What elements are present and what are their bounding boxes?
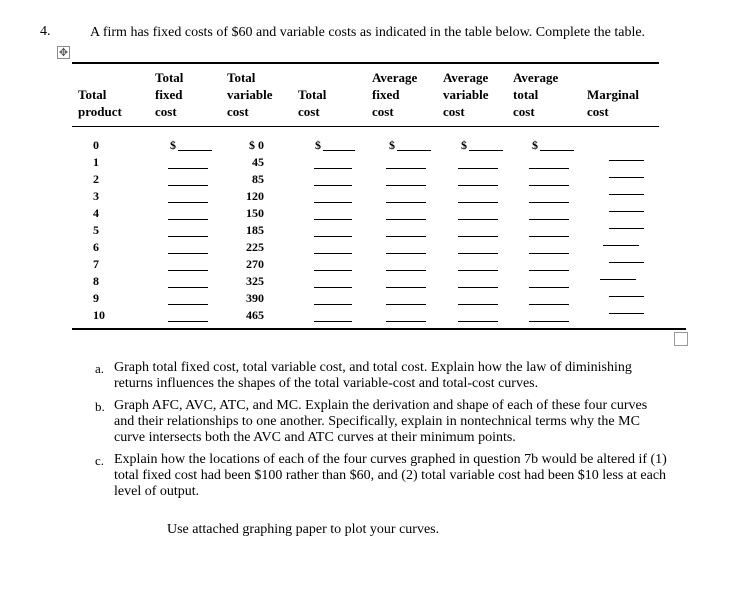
average-variable-cost-blank[interactable] [458,321,498,322]
total-cost-blank[interactable] [314,168,352,169]
total-variable-cost-cell: 225 [246,240,264,254]
header-col6-line0: Average [513,70,559,85]
average-fixed-cost-blank[interactable] [386,287,426,288]
total-fixed-cost-blank[interactable] [178,150,212,151]
average-variable-cost-dollar-sign: $ [461,138,467,152]
header-col6-line1: total [513,87,539,102]
marginal-cost-blank[interactable] [609,194,644,195]
question-a-text: Graph total fixed cost, total variable cost, and total cost. Explain how the law of diminishing returns influences the shapes of the total variable-cost and total-cost curves. [114,360,632,391]
average-variable-cost-blank[interactable] [458,185,498,186]
total-product-cell: 5 [93,223,99,237]
marginal-cost-blank[interactable] [609,313,644,314]
header-col5-line0: Average [443,70,489,85]
average-variable-cost-blank[interactable] [458,304,498,305]
average-fixed-cost-blank[interactable] [386,253,426,254]
question-c-letter: c. [95,453,105,468]
question-b-letter: b. [95,399,105,414]
total-product-cell: 6 [93,240,99,254]
average-fixed-cost-blank[interactable] [386,219,426,220]
total-product-cell: 1 [93,155,99,169]
total-fixed-cost-dollar-sign: $ [170,138,176,152]
header-col2-line2: cost [227,104,249,119]
total-cost-blank[interactable] [314,270,352,271]
average-variable-cost-blank[interactable] [458,253,498,254]
total-cost-dollar-sign: $ [315,138,321,152]
problem-number: 4. [40,24,51,39]
marginal-cost-blank[interactable] [609,160,644,161]
average-total-cost-blank[interactable] [529,185,569,186]
table-bottom-rule [72,328,686,330]
total-cost-blank[interactable] [314,202,352,203]
total-product-cell: 8 [93,274,99,288]
average-total-cost-dollar-sign: $ [532,138,538,152]
header-col6-line2: cost [513,104,535,119]
header-rule [72,126,659,127]
average-fixed-cost-blank[interactable] [386,304,426,305]
total-fixed-cost-blank[interactable] [168,321,208,322]
header-col5-line1: variable [443,87,489,102]
marginal-cost-blank[interactable] [609,262,644,263]
average-total-cost-blank[interactable] [529,168,569,169]
average-fixed-cost-blank[interactable] [397,150,431,151]
total-fixed-cost-blank[interactable] [168,202,208,203]
header-col4-line0: Average [372,70,418,85]
average-total-cost-blank[interactable] [529,287,569,288]
header-col2-line1: variable [227,87,273,102]
average-total-cost-blank[interactable] [529,270,569,271]
total-fixed-cost-blank[interactable] [168,287,208,288]
total-fixed-cost-blank[interactable] [168,270,208,271]
average-fixed-cost-blank[interactable] [386,270,426,271]
average-variable-cost-blank[interactable] [458,202,498,203]
total-product-cell: 10 [93,308,105,322]
average-total-cost-blank[interactable] [529,236,569,237]
total-cost-blank[interactable] [314,304,352,305]
total-product-cell: 0 [93,138,99,152]
average-total-cost-blank[interactable] [529,219,569,220]
total-fixed-cost-blank[interactable] [168,253,208,254]
problem-prompt: A firm has fixed costs of $60 and variable costs as indicated in the table below. Complete the table. [90,25,646,40]
total-variable-cost-cell: 120 [246,189,264,203]
average-variable-cost-blank[interactable] [458,219,498,220]
total-variable-cost-cell: 465 [246,308,264,322]
average-variable-cost-blank[interactable] [458,287,498,288]
average-fixed-cost-blank[interactable] [386,321,426,322]
total-fixed-cost-blank[interactable] [168,219,208,220]
average-fixed-cost-blank[interactable] [386,202,426,203]
header-col0-line2: product [78,104,122,119]
marginal-cost-blank[interactable] [603,245,639,246]
header-col3-line2: cost [298,104,320,119]
total-fixed-cost-blank[interactable] [168,304,208,305]
total-cost-blank[interactable] [314,185,352,186]
average-total-cost-blank[interactable] [529,304,569,305]
total-cost-blank[interactable] [314,321,352,322]
average-variable-cost-blank[interactable] [458,270,498,271]
total-variable-cost-cell: $ 0 [249,138,264,152]
graphing-note: Use attached graphing paper to plot your curves. [167,522,440,537]
question-b-text: Graph AFC, AVC, ATC, and MC. Explain the derivation and shape of each of these four curves and their relationships to one another. Specifically, explain in nontechnical terms why the MC curve intersects both the AVC and ATC curves at their minimum points. [114,398,648,445]
average-fixed-cost-blank[interactable] [386,168,426,169]
total-cost-blank[interactable] [314,219,352,220]
total-variable-cost-cell: 45 [252,155,264,169]
total-product-cell: 9 [93,291,99,305]
total-cost-blank[interactable] [314,236,352,237]
total-variable-cost-cell: 270 [246,257,264,271]
average-total-cost-blank[interactable] [529,321,569,322]
table-top-rule [72,62,659,64]
header-col1-line1: fixed [155,87,183,102]
header-col7-line1: Marginal [587,87,639,102]
total-variable-cost-cell: 390 [246,291,264,305]
marginal-cost-blank[interactable] [609,211,644,212]
total-product-cell: 3 [93,189,99,203]
average-variable-cost-blank[interactable] [458,236,498,237]
average-total-cost-blank[interactable] [529,202,569,203]
average-fixed-cost-blank[interactable] [386,185,426,186]
marginal-cost-blank[interactable] [609,228,644,229]
total-fixed-cost-blank[interactable] [168,236,208,237]
total-variable-cost-cell: 85 [252,172,264,186]
header-col5-line2: cost [443,104,465,119]
header-col2-line0: Total [227,70,256,85]
header-col4-line1: fixed [372,87,400,102]
total-cost-blank[interactable] [314,287,352,288]
average-variable-cost-blank[interactable] [469,150,503,151]
average-total-cost-blank[interactable] [529,253,569,254]
marginal-cost-blank[interactable] [600,279,636,280]
marginal-cost-blank[interactable] [609,177,644,178]
average-variable-cost-blank[interactable] [458,168,498,169]
header-col1-line2: cost [155,104,177,119]
total-fixed-cost-blank[interactable] [168,185,208,186]
header-col4-line2: cost [372,104,394,119]
resize-handle-icon[interactable] [674,332,688,346]
total-fixed-cost-blank[interactable] [168,168,208,169]
header-col0-line1: Total [78,87,107,102]
total-variable-cost-cell: 150 [246,206,264,220]
header-col1-line0: Total [155,70,184,85]
marginal-cost-blank[interactable] [609,296,644,297]
header-col3-line1: Total [298,87,327,102]
total-variable-cost-cell: 325 [246,274,264,288]
total-product-cell: 7 [93,257,99,271]
total-cost-blank[interactable] [314,253,352,254]
total-cost-blank[interactable] [323,150,355,151]
average-fixed-cost-dollar-sign: $ [389,138,395,152]
total-product-cell: 2 [93,172,99,186]
total-product-cell: 4 [93,206,99,220]
question-c-text: Explain how the locations of each of the four curves graphed in question 7b would be altered if (1) total fixed cost had been $100 rather than $60, and (2) total variable cost had been $10 less at each level of output. [114,452,667,499]
move-handle-icon[interactable]: ✥ [58,46,69,59]
average-fixed-cost-blank[interactable] [386,236,426,237]
question-a-letter: a. [95,361,105,376]
average-total-cost-blank[interactable] [540,150,574,151]
total-variable-cost-cell: 185 [246,223,264,237]
header-col7-line2: cost [587,104,609,119]
